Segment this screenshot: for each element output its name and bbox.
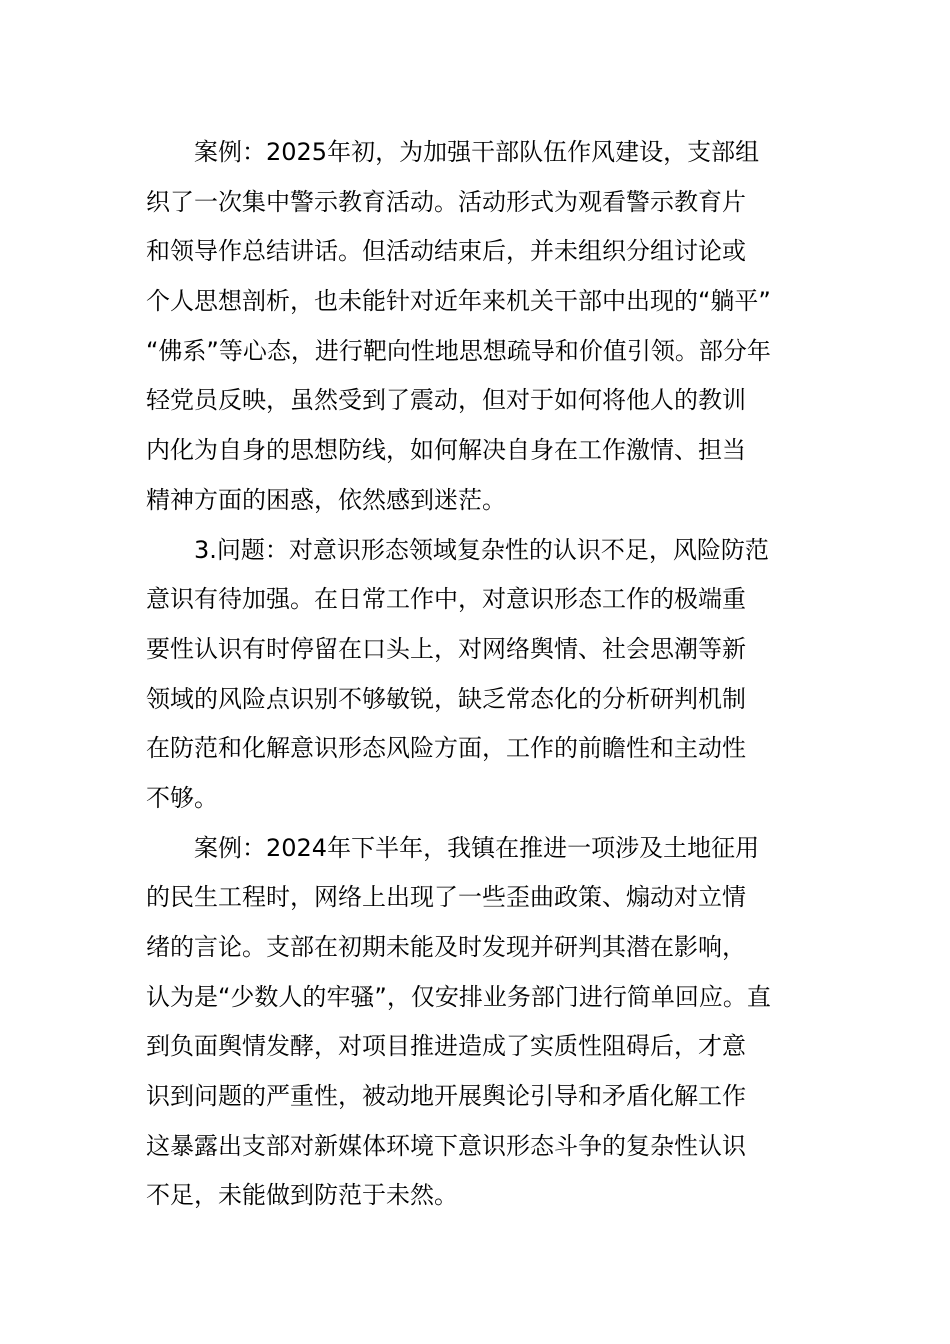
paragraph-case-2024-line-7: 这暴露出支部对新媒体环境下意识形态斗争的复杂性认识	[146, 1131, 746, 1160]
paragraph-problem-3-line-4: 领域的风险点识别不够敏锐，缺乏常态化的分析研判机制	[146, 684, 746, 713]
paragraph-case-2025-line-7: 内化为自身的思想防线，如何解决自身在工作激情、担当	[146, 436, 746, 465]
paragraph-case-2025-line-3: 和领导作总结讲话。但活动结束后，并未组织分组讨论或	[146, 237, 746, 266]
paragraph-case-2025-line-8: 精神方面的困惑，依然感到迷茫。	[146, 485, 506, 514]
paragraph-case-2025-line-2: 织了一次集中警示教育活动。活动形式为观看警示教育片	[146, 187, 746, 216]
paragraph-case-2025-line-1: 案例：2025年初，为加强干部队伍作风建设，支部组	[194, 138, 760, 166]
paragraph-problem-3-line-1: 3.问题：对意识形态领域复杂性的认识不足，风险防范	[194, 535, 769, 564]
paragraph-case-2024-line-5: 到负面舆情发酵，对项目推进造成了实质性阻碍后，才意	[146, 1032, 746, 1061]
paragraph-case-2024-line-2: 的民生工程时，网络上出现了一些歪曲政策、煽动对立情	[146, 883, 746, 912]
paragraph-problem-3-line-3: 要性认识有时停留在口头上，对网络舆情、社会思潮等新	[146, 634, 746, 663]
paragraph-case-2024-line-6: 识到问题的严重性，被动地开展舆论引导和矛盾化解工作	[146, 1082, 746, 1111]
paragraph-case-2025-line-4: 个人思想剖析，也未能针对近年来机关干部中出现的“躺平”	[146, 287, 771, 316]
paragraph-case-2024-line-3: 绪的言论。支部在初期未能及时发现并研判其潜在影响，	[146, 933, 746, 961]
document-body	[146, 128, 808, 1221]
paragraph-case-2025-line-5: “佛系”等心态，进行靶向性地思想疏导和价值引领。部分年	[146, 336, 771, 365]
paragraph-case-2024-line-8: 不足，未能做到防范于未然。	[146, 1181, 458, 1210]
paragraph-problem-3-line-5: 在防范和化解意识形态风险方面，工作的前瞻性和主动性	[146, 734, 746, 763]
paragraph-case-2025-line-6: 轻党员反映，虽然受到了震动，但对于如何将他人的教训	[146, 386, 746, 415]
paragraph-problem-3-line-6: 不够。	[146, 783, 218, 812]
paragraph-case-2024-line-1: 案例：2024年下半年，我镇在推进一项涉及土地征用	[194, 833, 760, 862]
paragraph-problem-3-line-2: 意识有待加强。在日常工作中，对意识形态工作的极端重	[146, 585, 746, 614]
paragraph-case-2024-line-4: 认为是“少数人的牢骚”，仅安排业务部门进行简单回应。直	[146, 982, 771, 1011]
